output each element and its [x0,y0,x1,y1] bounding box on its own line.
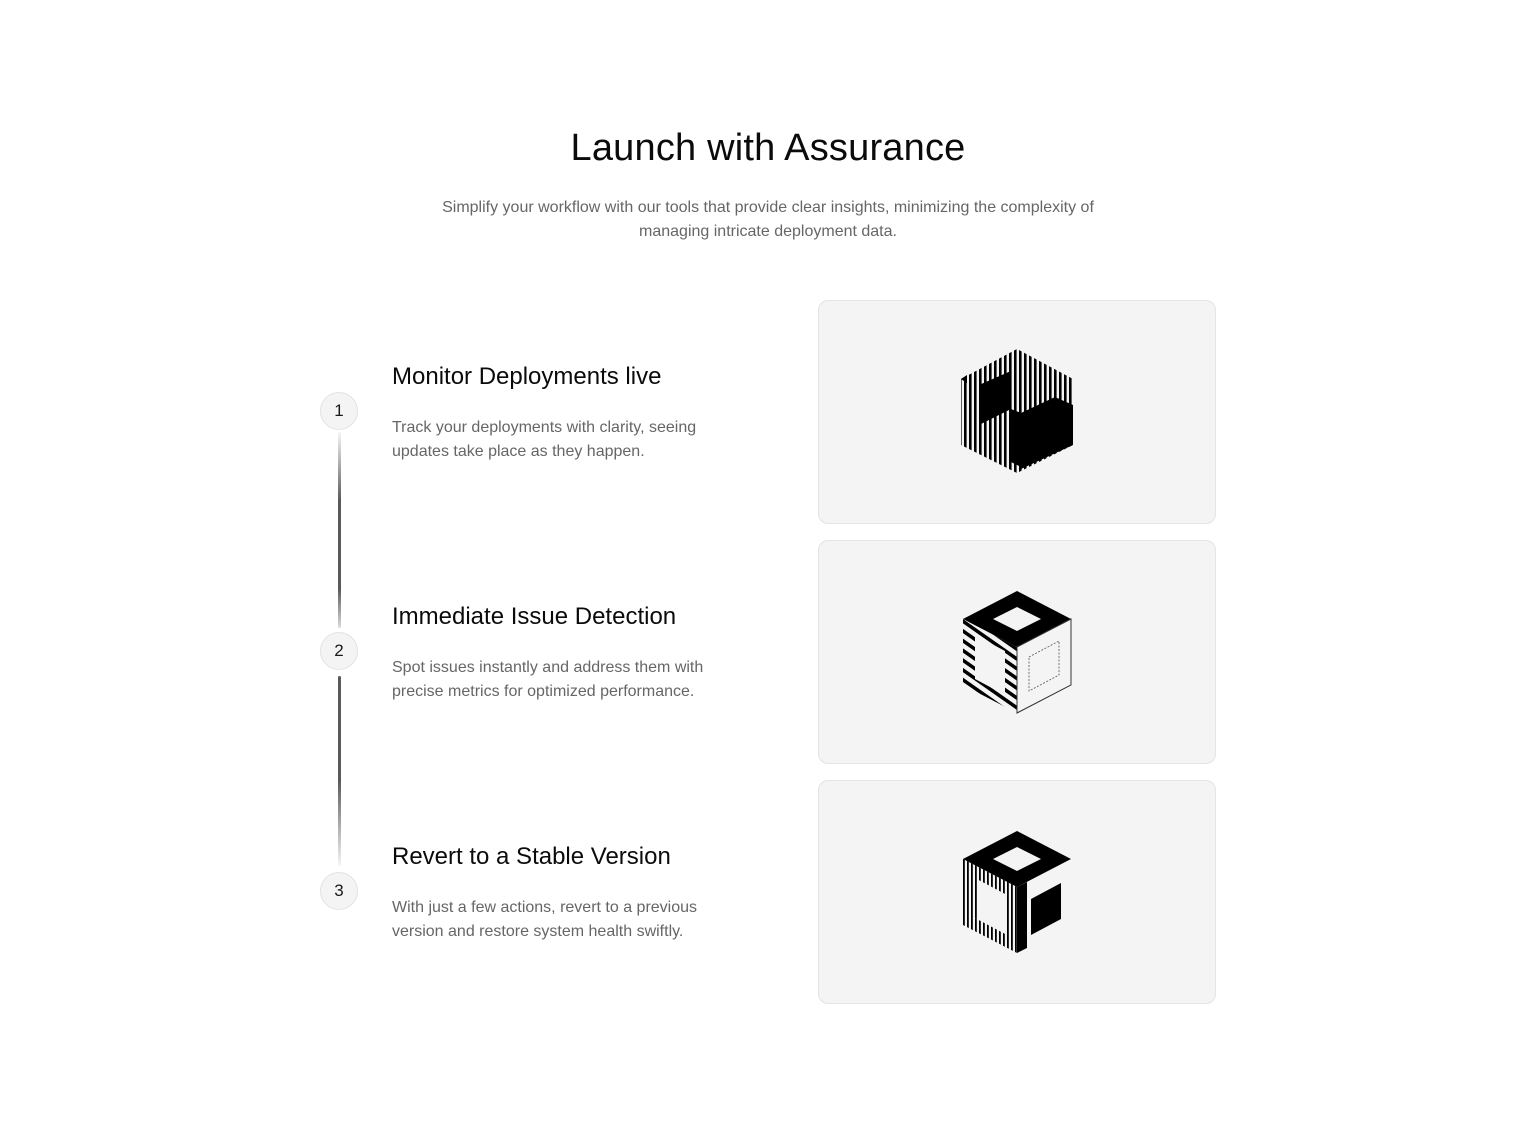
page-subtitle: Simplify your workflow with our tools that provide clear insights, minimizing the complexity of managing intricate deployment data. [442,199,1094,240]
timeline-connector [338,432,341,628]
step-description: Spot issues instantly and address them with precise metrics for optimized performance. [392,659,704,700]
step-description: With just a few actions, revert to a previous version and restore system health swiftly. [392,899,698,940]
solid-cube-icon [959,827,1079,957]
step-title: Revert to a Stable Version [392,843,671,870]
step-title: Immediate Issue Detection [392,603,677,630]
timeline-connector [338,676,341,866]
striped-shield-cube-icon [959,347,1079,477]
step-title: Monitor Deployments live [392,363,662,390]
illustration-card [818,540,1216,764]
page-title: Launch with Assurance [570,127,966,169]
step-number-badge: 3 [320,872,358,910]
illustration-card [818,780,1216,1004]
illustration-card [818,300,1216,524]
step-description: Track your deployments with clarity, seeing updates take place as they happen. [392,419,697,460]
step-number-badge: 2 [320,632,358,670]
hollow-cube-icon [959,587,1079,717]
step-number-badge: 1 [320,392,358,430]
